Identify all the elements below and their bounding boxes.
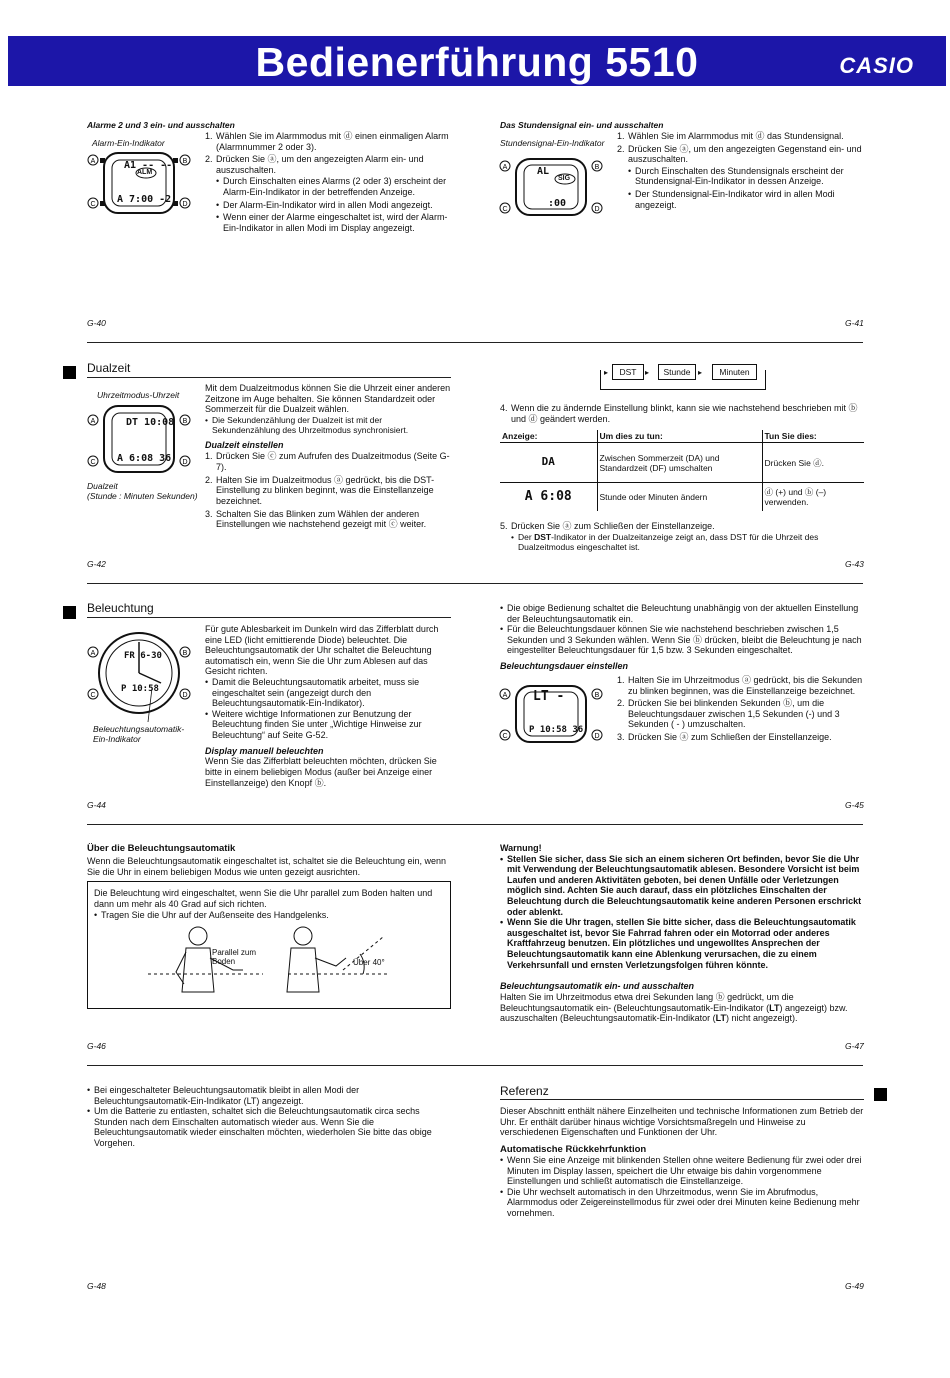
svg-text:B: B: [182, 650, 188, 657]
g40-steps: [205, 131, 450, 235]
page-number: G-46: [87, 1041, 106, 1051]
g48-bullet: • Bei eingeschalteter Beleuchtungsautomatik bleibt in allen Modi der Beleuchtungsautomatik-Ein-Indikator (LT) angezeigt.: [87, 1085, 451, 1106]
g46-box-text: Die Beleuchtung wird eingeschaltet, wenn Sie die Uhr parallel zum Boden halten und dann um mehr als 40 Grad auf sich richten.: [94, 888, 433, 909]
page-number: G-48: [87, 1281, 106, 1291]
flow-step-minuten: Minuten: [712, 364, 757, 380]
g43-step-5: 5. Drücken Sie ⓐ zum Schließen der Einstellanzeige. • Der DST-Indikator in der Dualzeitanzeige zeigt an, dass DST für die Uhrzeit des Dualzeitmodus eingeschaltet ist.: [500, 521, 862, 554]
g49-bullet: • Wenn Sie eine Anzeige mit blinkenden Stellen ohne weitere Bedienung für zwei oder drei Minuten im Display lassen, speichert die Uhr etwaige bis dahin vorgenommene Einstellungen und schließt automatisch die Einstellanzeige.: [500, 1155, 864, 1187]
g49-subheading: Automatische Rückkehrfunktion: [500, 1143, 647, 1155]
g46-wrist-illustration: [138, 922, 438, 1007]
page-number: G-49: [845, 1281, 864, 1291]
page-number: G-43: [845, 559, 864, 569]
g40-indicator-label: Alarm-Ein-Indikator: [92, 138, 165, 148]
g42-label-top: Uhrzeitmodus-Uhrzeit: [97, 390, 180, 400]
svg-text:C: C: [90, 201, 96, 208]
g45-lcd-top: LT -: [533, 689, 565, 704]
g42-step-1: 1. Drücken Sie ⓒ zum Aufrufen des Dualzeitmodus (Seite G-7).: [205, 451, 450, 473]
svg-text:A: A: [90, 650, 96, 657]
g44-lcd-top: FR 6-30: [124, 651, 162, 661]
g45-step-3: 3. Drücken Sie ⓐ zum Schließen der Einstellanzeige.: [617, 732, 832, 743]
table-header: Anzeige:: [500, 430, 597, 443]
table-row: [500, 443, 864, 483]
g40-step-2: 2. Drücken Sie ⓐ, um den angezeigten Alarm ein- und auszuschalten. • Durch Einschalten eines Alarms (2 oder 3) erscheint der Alarm-Ein-Indikator in der betreffenden Anzeige. • Der Alarm-Ein-Indikator wird in allen Modi angezeigt. • Wenn einer der Alarme eingeschaltet ist, wird der Alarm-Ein-Indikator in allen Modi im Display angezeigt.: [205, 154, 450, 233]
g40-alm-badge: ALM: [137, 169, 153, 176]
g45-steps: [617, 675, 865, 745]
page-number: G-45: [845, 800, 864, 810]
g49-bullet: • Die Uhr wechselt automatisch in den Uhrzeitmodus, wenn Sie im Abrufmodus, Alarmmodus oder Zeigereinstellmodus für zwei oder drei Minuten keine Bedienung mehr vornehmen.: [500, 1187, 864, 1219]
section-marker: [63, 366, 76, 379]
g46-label-angle: Über 40°: [353, 958, 385, 967]
svg-text:B: B: [182, 158, 188, 165]
page-number: G-44: [87, 800, 106, 810]
g47-warning-item: • Stellen Sie sicher, dass Sie sich an einem sicheren Ort befinden, bevor Sie die Uhr mit Verwendung der Beleuchtungsautomatik ablesen. Besondere Vorsicht ist beim Laufen und anderen Aktivitäten geboten, bei denen Unfälle oder Verletzungen möglich sind. Achten Sie auch darauf, dass ein plötzliches Einschalten der Beleuchtung durch die Beleuchtungsautomatik keine anderen Personen erschrickt oder ablenkt.: [500, 854, 864, 918]
page-divider: [87, 583, 863, 584]
svg-text:D: D: [594, 206, 600, 213]
g41-bullet: • Der Stundensignal-Ein-Indikator wird in allen Modi angezeigt.: [628, 189, 865, 210]
section-rule: [500, 1099, 864, 1100]
g42-lcd-top: DT 10:08: [126, 417, 175, 428]
g41-indicator-label: Stundensignal-Ein-Indikator: [500, 138, 605, 148]
g45-bullet: • Für die Beleuchtungsdauer können Sie wie nachstehend beschrieben zwischen 1,5 Sekunden und 3 Sekunden wählen. Wenn Sie ⓑ drücken, bleibt die Beleuchtung je nach eingestellter Beleuchtungsdauer für 1,5 bzw. 3 Sekunden eingeschaltet.: [500, 624, 864, 656]
g46-heading: Über die Beleuchtungsautomatik: [87, 843, 236, 854]
brand-logo: CASIO: [839, 53, 914, 78]
svg-text:A: A: [502, 164, 508, 171]
g46-info-box: [87, 881, 451, 1009]
g42-intro-bullet: • Die Sekundenzählung der Dualzeit ist mit der Sekundenzählung des Uhrzeitmodus synchronisiert.: [205, 415, 451, 435]
g46-intro: Wenn die Beleuchtungsautomatik eingeschaltet ist, schaltet sie die Beleuchtung ein, wenn Sie die Uhr in einem beliebigen Modus wie unten gezeigt ausrichten.: [87, 856, 447, 877]
g46-label-parallel: Parallel zum Boden: [212, 948, 257, 967]
g44-lcd-bottom: P 10:58: [121, 684, 159, 694]
flow-step-stunde: Stunde: [658, 364, 696, 380]
g47-subheading: Beleuchtungsautomatik ein- und ausschalten: [500, 981, 695, 992]
g42-intro: Mit dem Dualzeitmodus können Sie die Uhrzeit einer anderen Zeitzone im Auge behalten. Sie können Standardzeit oder Sommerzeit für die Dualzeit wählen.: [205, 383, 451, 415]
svg-text:C: C: [502, 733, 508, 740]
manual-title: Bedienerführung 5510: [255, 39, 699, 85]
section-title-dualzeit: Dualzeit: [87, 361, 131, 375]
header-banner: [8, 36, 946, 86]
g41-heading: Das Stundensignal ein- und ausschalten: [500, 120, 664, 130]
g40-bullet: • Der Alarm-Ein-Indikator wird in allen Modi angezeigt.: [216, 200, 450, 211]
g47-body: Halten Sie im Uhrzeitmodus etwa drei Sekunden lang ⓑ gedrückt, um die Beleuchtungsautomatik ein- (Beleuchtungsautomatik-Ein-Indikator (LT) angezeigt) bzw. auszuschalten (Beleuchtungsautomatik-Ein-Indikator (LT) nicht angezeigt).: [500, 991, 848, 1024]
svg-text:B: B: [182, 418, 188, 425]
g41-step-2: 2. Drücken Sie ⓐ, um den angezeigten Gegenstand ein- und auszuschalten. • Durch Einschalten des Stundensignals erscheint der Stundensignal-Ein-Indikator in dessen Anzeige. • Der Stundensignal-Ein-Indikator wird in allen Modi angezeigt.: [617, 144, 865, 211]
section-marker: [63, 606, 76, 619]
svg-text:D: D: [182, 201, 188, 208]
g41-bullet: • Durch Einschalten des Stundensignals erscheint der Stundensignal-Ein-Indikator in dessen Anzeige.: [628, 166, 865, 187]
g41-step-1: 1. Wählen Sie im Alarmmodus mit ⓓ das Stundensignal.: [617, 131, 844, 141]
g42-step-2: 2. Halten Sie im Dualzeitmodus ⓐ gedrückt, bis die DST-Einstellung zu blinken beginnt, was die Einstellanzeige bezeichnet.: [205, 474, 435, 506]
table-cell-display: A 6:08: [500, 483, 597, 511]
svg-text:B: B: [594, 692, 600, 699]
page-divider: [87, 824, 863, 825]
svg-text:D: D: [182, 692, 188, 699]
g41-lcd-top: AL: [537, 166, 550, 177]
g45-bullets: [500, 603, 864, 672]
g45-lcd-bottom: P 10:58 36: [529, 725, 584, 735]
svg-text:A: A: [90, 418, 96, 425]
g45-step-1: 1. Halten Sie im Uhrzeitmodus ⓐ gedrückt, bis die Sekunden zu blinken beginnen, was die Einstellanzeige bezeichnet.: [617, 675, 863, 696]
g40-heading: Alarme 2 und 3 ein- und ausschalten: [87, 120, 235, 130]
table-header: Tun Sie dies:: [762, 430, 864, 443]
svg-text:A: A: [502, 692, 508, 699]
g48-bullet: • Um die Batterie zu entlasten, schaltet sich die Beleuchtungsautomatik circa sechs Stunden nach dem Einschalten automatisch wieder aus. Wenn Sie die Beleuchtungsautomatik wieder einschalten möchten, wiederholen Sie bitte das obige Vorgehen.: [87, 1106, 451, 1148]
section-rule: [87, 617, 451, 618]
page-divider: [87, 1065, 863, 1066]
g40-lcd-bottom: A 7:00 -2: [117, 194, 172, 205]
g42-lcd-bottom: A 6:08 36: [117, 453, 172, 464]
g41-sig-badge: SIG: [558, 175, 571, 182]
g46-box-bullet: • Tragen Sie die Uhr auf der Außenseite des Handgelenks.: [94, 910, 444, 921]
table-cell-action: Zwischen Sommerzeit (DA) und Standardzeit (DF) umschalten: [597, 443, 762, 483]
table-header: Um dies zu tun:: [597, 430, 762, 443]
svg-text:A: A: [90, 158, 96, 165]
svg-text:C: C: [502, 206, 508, 213]
section-title-referenz: Referenz: [500, 1084, 549, 1098]
table-cell-action: Stunde oder Minuten ändern: [597, 483, 762, 511]
g49-body: [500, 1106, 864, 1219]
g47-warning-title: Warnung!: [500, 843, 542, 853]
flow-step-dst: DST: [612, 364, 644, 380]
g44-watch-illustration: [86, 628, 192, 724]
g42-step-3: 3. Schalten Sie das Blinken zum Wählen der anderen Einstellungen wie nachstehend gezeigt mit ⓒ weiter.: [205, 508, 427, 530]
table-cell-display: DA: [500, 443, 597, 483]
section-rule: [87, 377, 451, 378]
g44-intro: Für gute Ablesbarkeit im Dunkeln wird das Zifferblatt durch eine LED (licht emittierende Diode) beleuchtet. Die Beleuchtungsautomatik der Uhr schaltet die Beleuchtung automatisch ein, wenn Sie die Uhr zum Ablesen auf das Gesicht richten.: [205, 624, 439, 677]
g40-step-1: 1. Wählen Sie im Alarmmodus mit ⓓ einen einmaligen Alarm (Alarmnummer 2 oder 3).: [205, 131, 449, 152]
g44-body: [205, 624, 451, 788]
svg-text:D: D: [594, 733, 600, 740]
g45-step-2: 2. Drücken Sie bei blinkenden Sekunden ⓑ, um die Beleuchtungsdauer zwischen 1,5 Sekunden (-) und 3 Sekunden ( - ) umzuschalten.: [617, 698, 840, 730]
page-divider: [87, 342, 863, 343]
table-cell-do: Drücken Sie ⓓ.: [762, 443, 864, 483]
g48-bullets: [87, 1085, 451, 1149]
svg-text:B: B: [594, 164, 600, 171]
section-marker: [874, 1088, 887, 1101]
g42-subheading: Dualzeit einstellen: [205, 439, 284, 450]
page-number: G-42: [87, 559, 106, 569]
page-number: G-47: [845, 1041, 864, 1051]
g44-bullet: • Weitere wichtige Informationen zur Benutzung der Beleuchtung finden Sie unter „Wichtige Hinweise zur Beleuchtung“ auf Seite G-52.: [205, 709, 451, 741]
section-title-beleuchtung: Beleuchtung: [87, 601, 154, 615]
page-number: G-41: [845, 318, 864, 328]
table-row: [500, 483, 864, 511]
g45-subheading: Beleuchtungsdauer einstellen: [500, 661, 629, 672]
g41-steps: [617, 131, 865, 212]
g40-bullet: • Wenn einer der Alarme eingeschaltet ist, wird der Alarm-Ein-Indikator in allen Modi im Display angezeigt.: [216, 212, 450, 233]
svg-text:C: C: [90, 692, 96, 699]
g41-lcd-bottom: :00: [548, 198, 567, 209]
g47-warning-item: • Wenn Sie die Uhr tragen, stellen Sie bitte sicher, dass die Beleuchtungsautomatik ausgeschaltet ist, bevor Sie Fahrrad fahren oder ein Motorrad oder anderes Kraftfahrzeug benutzen. Ein plötzliches und ungewolltes Ansprechen der Beleuchtungsautomatik kann eine Ablenkung verursachen, die zu einem Verkehrsunfall und ernsten Verletzungsfolgen führen könnte.: [500, 917, 864, 970]
g43-step5-bullet: • Der DST-Indikator in der Dualzeitanzeige zeigt an, dass DST für die Uhrzeit des Dualzeitmodus eingeschaltet ist.: [511, 532, 862, 552]
g43-step-4: 4. Wenn die zu ändernde Einstellung blinkt, kann sie wie nachstehend beschrieben mit ⓑ und ⓓ geändert werden.: [500, 403, 858, 424]
page-number: G-40: [87, 318, 106, 328]
g43-settings-table: [500, 430, 864, 511]
g42-body: [205, 383, 451, 532]
g49-intro: Dieser Abschnitt enthält nähere Einzelheiten und technische Informationen zum Betrieb der Uhr. Er enthält darüber hinaus wichtige Vorsichtsmaßregeln und Hinweise zu verschiedenen Eigenschaften und Funktionen der Uhr.: [500, 1106, 864, 1138]
g47-warning: [500, 843, 864, 1024]
g40-bullet: • Durch Einschalten eines Alarms (2 oder 3) erscheint der Alarm-Ein-Indikator in der betreffenden Anzeige.: [216, 176, 450, 197]
g44-manual-text: Wenn Sie das Zifferblatt beleuchten möchten, drücken Sie bitte in einem beliebigen Modus (außer bei Anzeige einer Einstellanzeige) den Knopf ⓑ.: [205, 756, 437, 788]
g44-subheading: Display manuell beleuchten: [205, 745, 324, 756]
g40-lcd-top: A1 -- --: [124, 160, 173, 171]
g42-label-bottom: Dualzeit (Stunde : Minuten Sekunden): [87, 481, 198, 502]
svg-text:C: C: [90, 459, 96, 466]
g44-indicator-label: Beleuchtungsautomatik- Ein-Indikator: [93, 724, 185, 745]
g45-bullet: • Die obige Bedienung schaltet die Beleuchtung unabhängig von der aktuellen Einstellung der Beleuchtungsautomatik ein.: [500, 603, 864, 624]
svg-text:D: D: [182, 459, 188, 466]
table-cell-do: ⓓ (+) und ⓑ (–) verwenden.: [762, 483, 864, 511]
g44-bullet: • Damit die Beleuchtungsautomatik arbeitet, muss sie eingeschaltet sein (angezeigt durch den Beleuchtungsautomatik-Ein-Indikator).: [205, 677, 451, 709]
